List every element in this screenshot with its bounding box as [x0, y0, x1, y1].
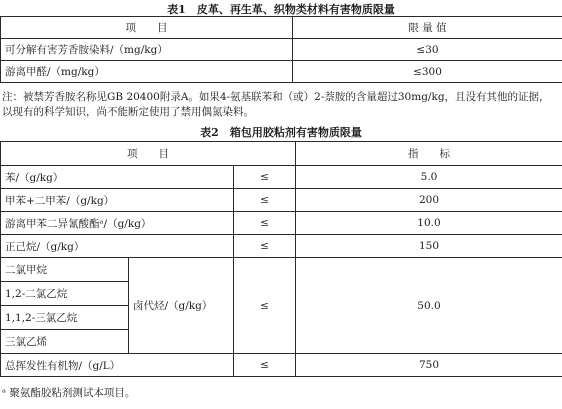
table1-row-1-value: ≤300: [293, 61, 562, 83]
table2-group-label: 卤代烃/（g/kg）: [129, 258, 234, 354]
table2-row-0-op: ≤: [234, 166, 296, 189]
table2-last-op: ≤: [234, 354, 296, 377]
table2-group-subitem-0: 二氯甲烷: [1, 258, 129, 282]
table1-header-value: 限 量 值: [293, 17, 562, 39]
table2-group-op: ≤: [234, 258, 296, 354]
table1-row-0-item: 可分解有害芳香胺染料/（mg/kg）: [1, 39, 293, 61]
table2-row-0-item: 苯/（g/kg）: [1, 166, 234, 189]
table2-row-2-item: 游离甲苯二异氰酸酯ᵃ/（g/kg）: [1, 212, 234, 235]
table2-group-subitem-2: 1,1,2-三氯乙烷: [1, 306, 129, 330]
table2-footnote: ᵃ 聚氨酯胶粘剂测试本项目。: [2, 387, 136, 399]
table2-group-subitem-1: 1,2-二氯乙烷: [1, 282, 129, 306]
table1: [0, 16, 562, 83]
table1-row-1-item: 游离甲醛/（mg/kg）: [1, 61, 293, 83]
table2-row-1-value: 200: [296, 189, 562, 212]
table1-note: 注：被禁芳香胺名称见GB 20400附录A。如果4-氨基联苯和（或）2-萘胺的含量超过30mg/kg，且没有其他的证据，以现有的科学知识，尚不能断定使用了禁用偶氮染料。: [2, 91, 550, 118]
table-row: [1, 189, 562, 212]
table1-caption: 表1 皮革、再生革、织物类材料有害物质限量: [167, 3, 395, 16]
table2-header-row: [1, 142, 562, 166]
table2-last-item: 总挥发性有机物/（g/L）: [1, 354, 234, 377]
table-row: [1, 354, 562, 377]
table-row: [1, 61, 562, 83]
table2-row-1-item: 甲苯+二甲苯/（g/kg）: [1, 189, 234, 212]
table2-row-2-op: ≤: [234, 212, 296, 235]
table-row: [1, 235, 562, 258]
table2-header-item: 项 目: [1, 142, 296, 166]
table2-row-0-value: 5.0: [296, 166, 562, 189]
table1-header-row: [1, 17, 562, 39]
table2-row-3-value: 150: [296, 235, 562, 258]
table2: [0, 141, 562, 377]
table2-group-value: 50.0: [296, 258, 562, 354]
table-row: [1, 258, 562, 282]
table-row: [1, 212, 562, 235]
table2-row-3-item: 正己烷/（g/kg）: [1, 235, 234, 258]
table1-row-0-value: ≤30: [293, 39, 562, 61]
table-row: [1, 39, 562, 61]
table1-header-item: 项 目: [1, 17, 293, 39]
table2-header-value: 指 标: [296, 142, 562, 166]
table2-caption: 表2 箱包用胶粘剂有害物质限量: [200, 126, 362, 139]
table-row: [1, 166, 562, 189]
table2-row-3-op: ≤: [234, 235, 296, 258]
table2-row-1-op: ≤: [234, 189, 296, 212]
table2-group-subitem-3: 三氯乙烯: [1, 330, 129, 354]
table2-row-2-value: 10.0: [296, 212, 562, 235]
table2-last-value: 750: [296, 354, 562, 377]
